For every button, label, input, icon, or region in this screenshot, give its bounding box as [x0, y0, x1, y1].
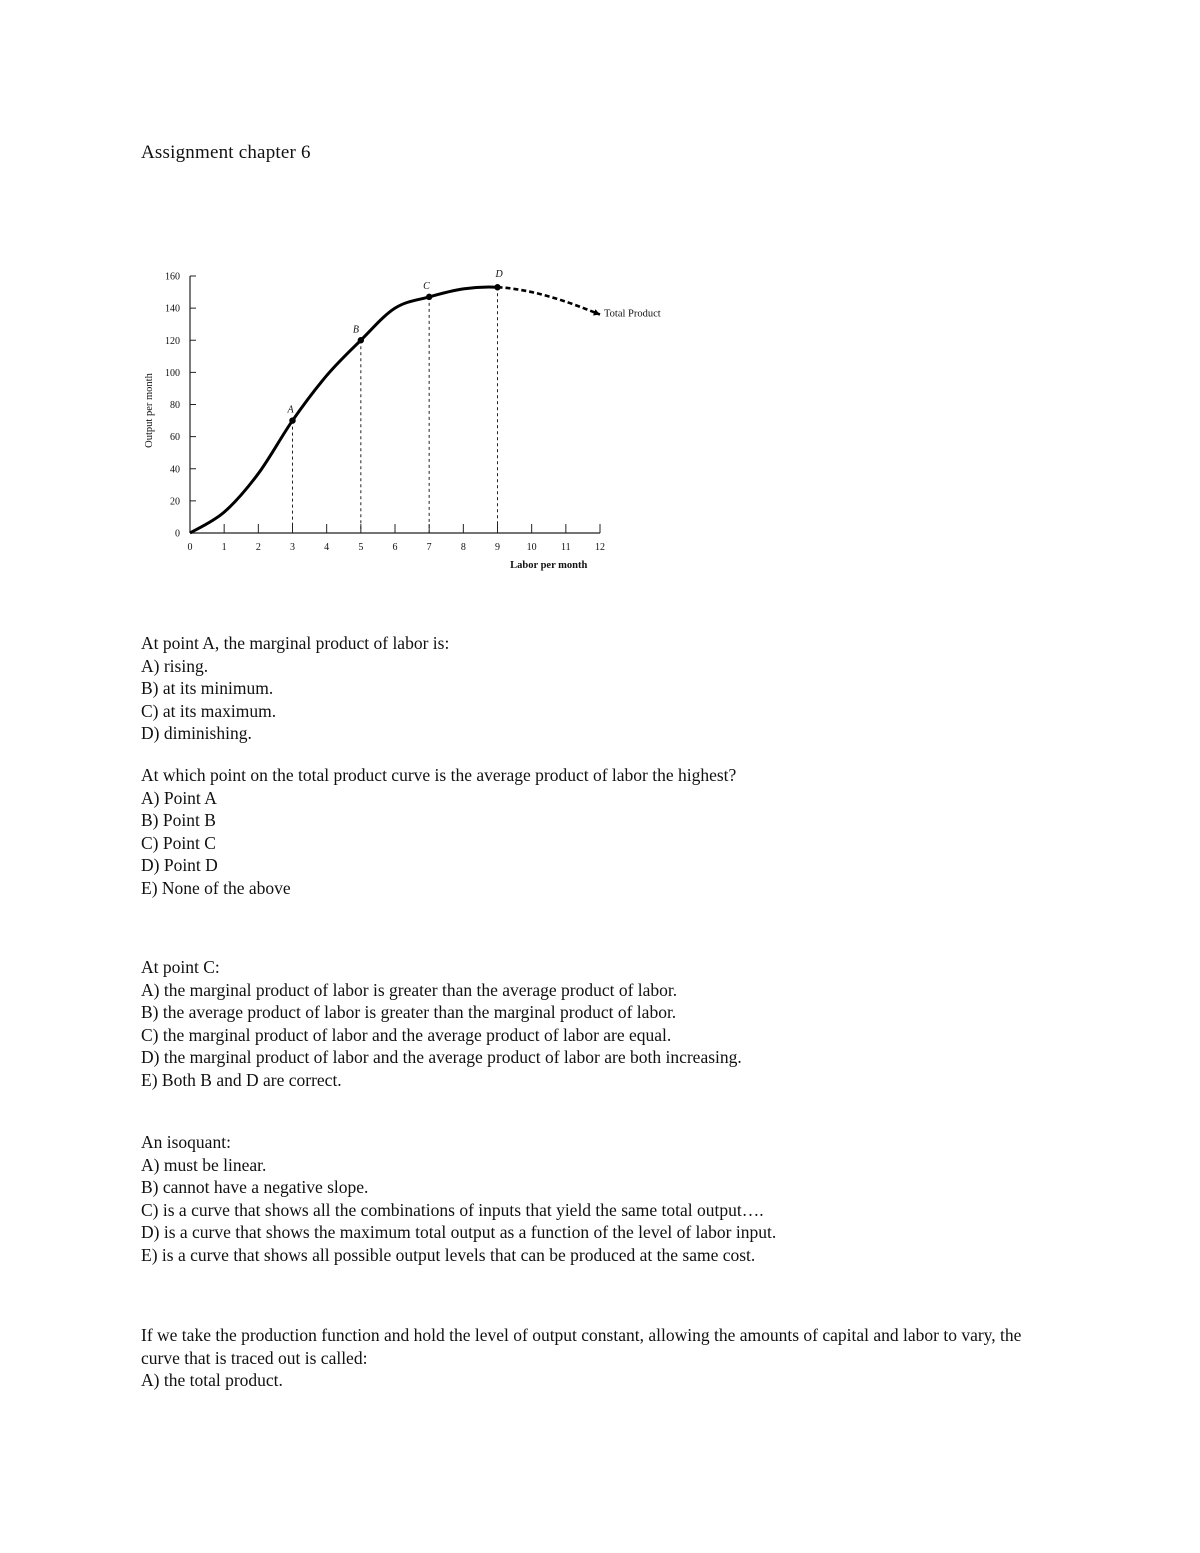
x-tick-label: 12 — [595, 542, 605, 553]
curve-dashed-segment — [498, 287, 601, 314]
point-label-b: B — [352, 324, 359, 336]
x-tick-label: 8 — [460, 542, 466, 553]
y-axis — [165, 272, 196, 540]
x-tick-label: 9 — [495, 542, 500, 553]
y-tick-label: 0 — [175, 528, 180, 540]
answer-option: D) Point D — [141, 855, 218, 876]
answer-option: E) None of the above — [141, 877, 291, 898]
x-axis — [188, 524, 606, 553]
answer-option: A) the marginal product of labor is greater than the average product of labor. — [141, 979, 678, 1000]
x-tick-label: 7 — [426, 542, 432, 553]
x-tick-label: 6 — [392, 542, 398, 553]
y-tick-label: 20 — [170, 496, 180, 508]
x-tick-label: 0 — [187, 542, 193, 553]
point-label-a: A — [287, 404, 294, 416]
point-d — [494, 284, 500, 290]
series-label-total-product: Total Product — [604, 308, 661, 320]
y-tick-label: 100 — [165, 367, 180, 379]
question-stem: At which point on the total product curve is the average product of labor the highest? — [141, 765, 737, 785]
point-b — [358, 337, 364, 343]
y-tick-label: 40 — [170, 464, 180, 476]
answer-option: C) is a curve that shows all the combinations of inputs that yield the same total output…. — [141, 1199, 764, 1220]
x-tick-label: 1 — [221, 542, 227, 553]
x-tick-label: 11 — [561, 542, 571, 553]
question-stem: If we take the production function and hold the level of output constant, allowing the amounts of capital and labor to vary, the curve that is traced out is called: — [141, 1325, 1022, 1368]
page-title: Assignment chapter 6 — [141, 142, 311, 163]
point-c — [426, 294, 432, 300]
curve-solid-segment — [190, 287, 498, 533]
x-axis-label: Labor per month — [510, 560, 588, 571]
question-5 — [141, 1324, 1061, 1392]
answer-option: B) Point B — [141, 810, 216, 831]
y-tick-label: 60 — [170, 432, 180, 444]
question-stem: At point A, the marginal product of labor is: — [141, 633, 450, 653]
x-tick-label: 5 — [358, 542, 364, 553]
x-tick-label: 2 — [255, 542, 261, 553]
x-tick-label: 10 — [526, 542, 537, 553]
total-product-chart — [130, 262, 690, 582]
y-tick-label: 160 — [165, 271, 180, 283]
answer-option: C) the marginal product of labor and the average product of labor are equal. — [141, 1024, 672, 1045]
x-tick-label: 4 — [324, 542, 330, 553]
question-stem: An isoquant: — [141, 1132, 231, 1152]
answer-option: C) Point C — [141, 832, 216, 853]
answer-option: B) cannot have a negative slope. — [141, 1177, 369, 1198]
answer-option: D) is a curve that shows the maximum total output as a function of the level of labor input. — [141, 1222, 777, 1243]
y-axis-label: Output per month — [144, 373, 155, 448]
answer-option: E) Both B and D are correct. — [141, 1069, 342, 1090]
answer-option: A) Point A — [141, 787, 217, 808]
answer-option: D) diminishing. — [141, 723, 252, 744]
point-label-d: D — [495, 269, 503, 281]
y-tick-label: 120 — [165, 335, 180, 347]
answer-option: D) the marginal product of labor and the average product of labor are both increasing. — [141, 1047, 742, 1068]
answer-option: C) at its maximum. — [141, 700, 277, 721]
answer-option: B) the average product of labor is greater than the marginal product of labor. — [141, 1002, 677, 1023]
point-a — [289, 417, 295, 423]
curve-points — [287, 269, 504, 424]
question-stem: At point C: — [141, 957, 220, 977]
total-product-curve — [190, 287, 600, 533]
point-label-c: C — [423, 280, 430, 292]
y-tick-label: 140 — [165, 303, 180, 315]
answer-option: A) rising. — [141, 655, 209, 676]
drop-lines — [293, 287, 498, 533]
question-1 — [141, 632, 1101, 745]
question-3 — [141, 956, 1101, 1092]
answer-option: A) must be linear. — [141, 1154, 267, 1175]
question-2 — [141, 764, 1101, 900]
answer-option: E) is a curve that shows all possible output levels that can be produced at the same cost. — [141, 1244, 756, 1265]
x-tick-label: 3 — [290, 542, 295, 553]
answer-option: A) the total product. — [141, 1370, 283, 1391]
y-tick-label: 80 — [170, 400, 180, 411]
answer-option: B) at its minimum. — [141, 678, 274, 699]
question-4 — [141, 1131, 1101, 1267]
